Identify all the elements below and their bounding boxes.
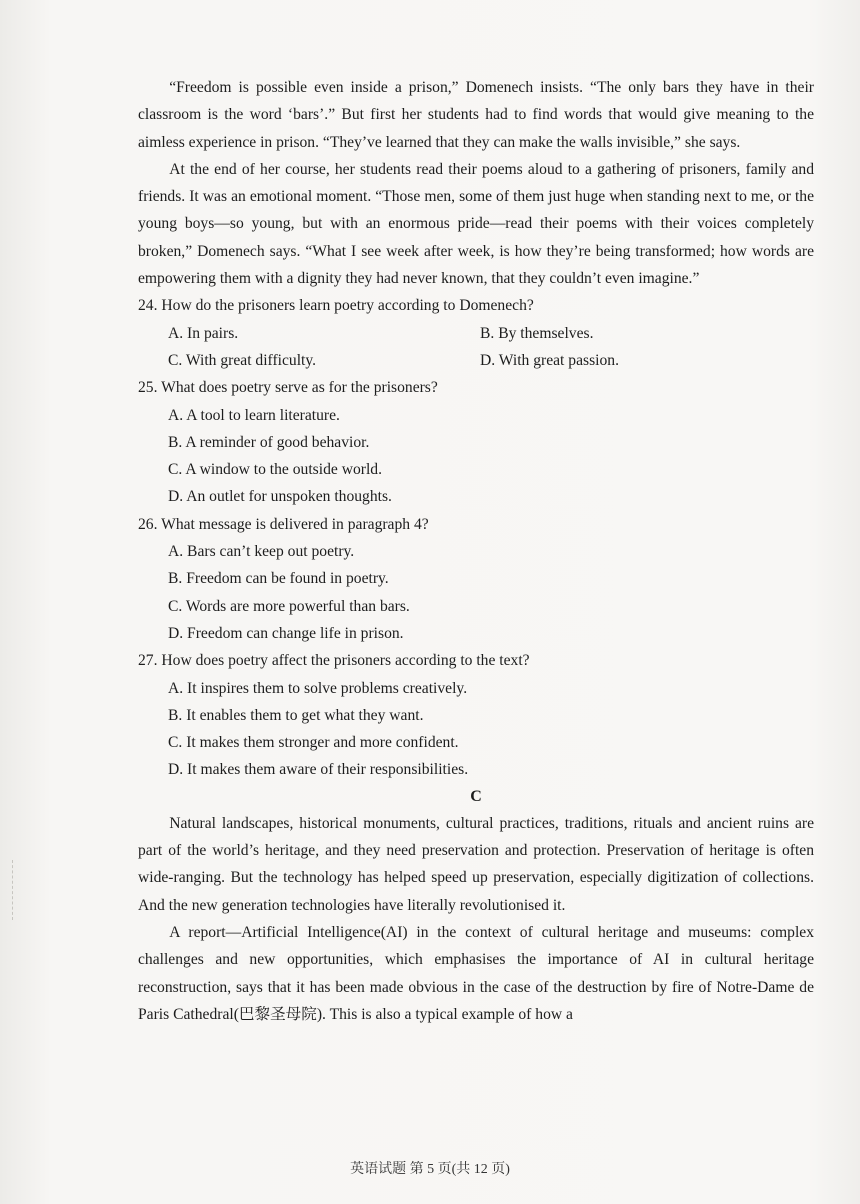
paragraph: “Freedom is possible even inside a prison,” Domenech insists. “The only bars they have in their classroom is the word ‘bars’.” But first her students had to find words that would give meaning to the aimless experience in prison. “They’ve learned that they can make the walls invisible,” she says. — [138, 79, 814, 151]
option-d: D. It makes them aware of their responsibilities. — [168, 761, 469, 779]
paragraph: Natural landscapes, historical monuments, cultural practices, traditions, rituals and ancient ruins are part of the world’s heritage, and they need preservation and protection. Preservation of heritage is often wide-ranging. But the technology has helped speed up preservation, especially digitization of collections. And the new generation technologies have literally revolutionised it. — [138, 814, 814, 914]
paragraph: A report—Artificial Intelligence(AI) in the context of cultural heritage and museums: complex challenges and new opportunities, which emphasises the importance of AI in cultural heritage reconstruction, says that it has been made obvious in the case of the destruction by fire of Notre-Dame de Paris Cathedral(巴黎圣母院). This is also a typical example of how a — [138, 923, 814, 1023]
question-stem: 25. What does poetry serve as for the prisoners? — [138, 379, 438, 397]
option-d: D. Freedom can change life in prison. — [168, 624, 404, 642]
option-a: A. In pairs. — [168, 324, 239, 342]
option-c: C. With great difficulty. — [168, 351, 317, 369]
option-a: A. Bars can’t keep out poetry. — [168, 543, 355, 561]
question-stem: 26. What message is delivered in paragraph 4? — [138, 515, 429, 533]
options — [138, 538, 814, 647]
options — [138, 402, 814, 511]
option-c: C. A window to the outside world. — [168, 461, 382, 479]
question-26 — [138, 511, 814, 647]
option-b: B. A reminder of good behavior. — [168, 433, 370, 451]
option-d: D. An outlet for unspoken thoughts. — [168, 488, 392, 506]
section-heading: C — [470, 787, 482, 805]
page-content — [138, 74, 814, 1028]
question-stem: 24. How do the prisoners learn poetry according to Domenech? — [138, 297, 534, 315]
option-b: B. It enables them to get what they want. — [168, 706, 424, 724]
question-27 — [138, 647, 814, 783]
options — [138, 675, 814, 784]
question-stem: 27. How does poetry affect the prisoners according to the text? — [138, 652, 530, 670]
option-c: C. It makes them stronger and more confident. — [168, 734, 459, 752]
option-d: D. With great passion. — [480, 351, 619, 369]
page-footer: 英语试题 第 5 页(共 12 页) — [350, 1162, 510, 1177]
paragraph: At the end of her course, her students read their poems aloud to a gathering of prisoners, family and friends. It was an emotional moment. “Those men, some of them just huge when standing next to me, or the young boys—so young, but with an enormous pride—read their poems with their voices completely broken,” Domenech says. “What I see week after week, is how they’re being transformed; how words are empowering them with a dignity they had never known, that they couldn’t even imagine.” — [138, 160, 814, 288]
question-25 — [138, 374, 814, 510]
option-b: B. By themselves. — [480, 324, 594, 342]
binding-edge — [0, 860, 13, 920]
options — [138, 320, 814, 375]
option-a: A. It inspires them to solve problems creatively. — [168, 679, 468, 697]
option-b: B. Freedom can be found in poetry. — [168, 570, 389, 588]
question-24 — [138, 292, 814, 374]
option-c: C. Words are more powerful than bars. — [168, 597, 410, 615]
option-a: A. A tool to learn literature. — [168, 406, 340, 424]
